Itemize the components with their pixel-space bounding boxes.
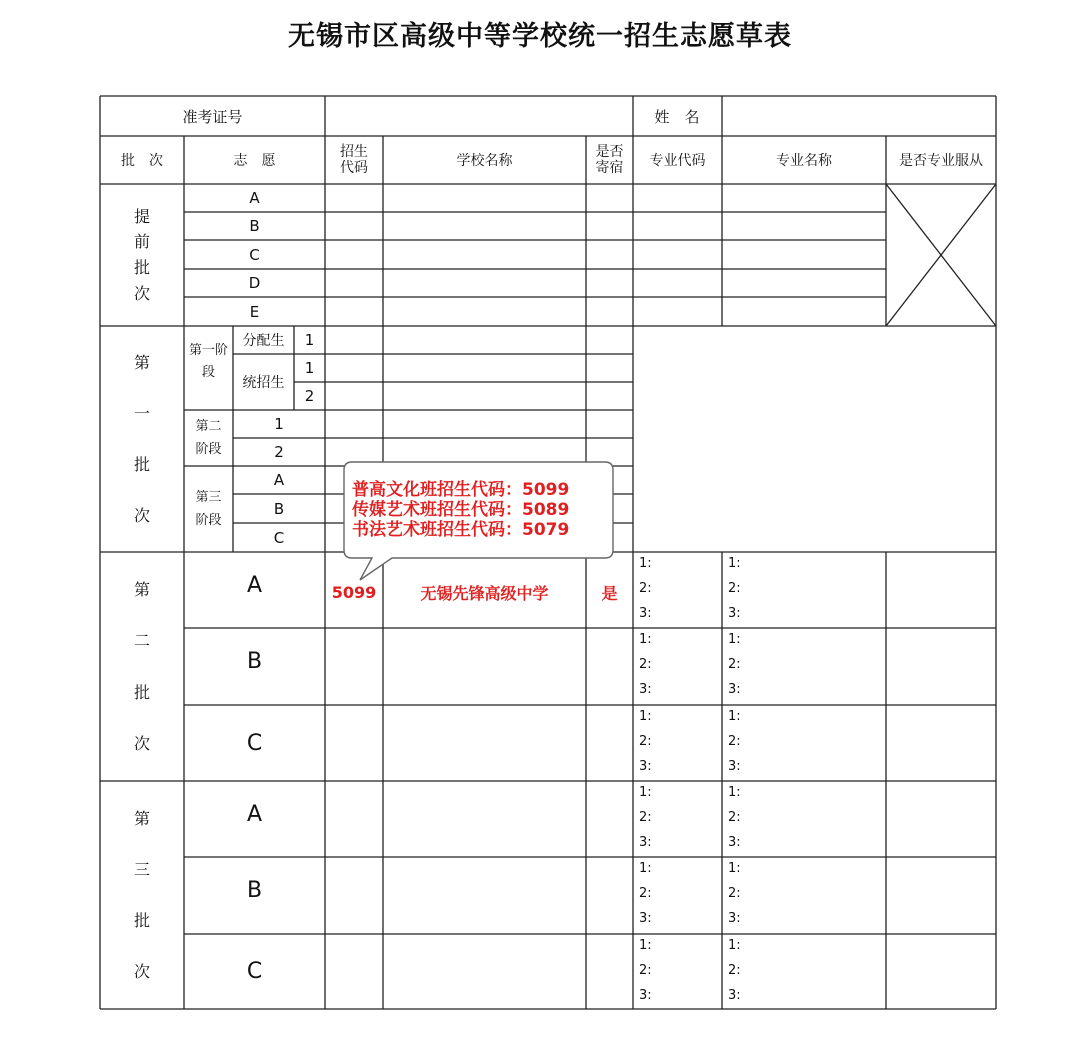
callout-line-3: 书法艺术班招生代码：5079 [352,520,570,540]
early-batch-char: 次 [133,283,150,303]
major-sub-label: 2: [728,963,741,978]
major-sub-label: 2: [639,734,652,749]
major-sub-label: 3: [639,988,652,1003]
name-label: 姓 名 [654,107,700,126]
col-major-obey: 是否专业服从 [899,153,983,169]
second-choice-c: C [246,730,263,756]
stage2-row-1: 1 [274,415,284,433]
major-sub-label: 3: [639,835,652,850]
major-sub-label: 2: [728,657,741,672]
major-sub-label: 1: [639,785,652,800]
col-code-line2: 代码 [340,160,368,176]
second-batch-char: 第 [133,580,150,600]
early-choice-e: E [249,302,260,321]
major-sub-label: 3: [728,606,741,621]
major-sub-label: 2: [639,581,652,596]
major-sub-label: 2: [639,657,652,672]
major-sub-label: 1: [728,938,741,953]
second-choice-b: B [246,648,263,674]
major-sub-label: 3: [728,682,741,697]
allocated-student-label: 分配生 [242,333,285,349]
callout-line-2: 传媒艺术班招生代码：5089 [352,500,570,520]
third-batch-char: 批 [133,911,150,930]
stage2-label-line1: 第二 [195,418,222,434]
early-batch-char: 前 [133,232,150,252]
major-sub-label: 1: [639,709,652,724]
second-batch-char: 次 [133,733,150,753]
major-sub-label: 1: [728,709,741,724]
early-choice-b: B [249,217,260,235]
unified-student-label: 统招生 [242,375,285,391]
major-sub-label: 1: [639,861,652,876]
major-sub-label: 3: [728,988,741,1003]
filled-school-name: 无锡先锋高级中学 [420,583,549,603]
early-batch-char: 批 [133,258,150,277]
third-batch-char: 次 [133,962,150,982]
major-sub-label: 2: [728,734,741,749]
col-code-line1: 招生 [340,143,368,160]
major-sub-label: 3: [728,911,741,926]
major-sub-label: 1: [728,632,741,647]
major-sub-label: 3: [728,759,741,774]
third-choice-b: B [246,877,263,903]
stage3-row-b: B [273,499,285,518]
callout-text [352,480,614,540]
third-choice-a: A [246,801,263,827]
major-sub-label: 3: [728,835,741,850]
major-sub-label: 2: [639,810,652,825]
major-sub-label: 1: [639,632,652,647]
col-major-name: 专业名称 [776,153,832,169]
allocated-num-1: 1 [304,331,315,349]
stage1-label-line1: 第一阶 [188,343,228,358]
major-sub-label: 2: [728,810,741,825]
early-batch-char: 提 [133,206,150,226]
third-choice-c: C [246,959,263,984]
col-major-code: 专业代码 [649,153,706,169]
major-sub-label: 3: [639,911,652,926]
filled-boarding: 是 [601,583,618,603]
exam-id-label: 准考证号 [182,107,243,126]
stage2-label-line2: 阶段 [195,442,222,457]
second-batch-char: 二 [133,631,150,651]
major-sub-label: 3: [639,682,652,697]
stage3-row-c: C [273,528,285,547]
early-choice-c: C [249,245,260,264]
filled-school-code: 5099 [331,582,377,602]
first-batch-char: 批 [133,455,150,474]
major-sub-label: 1: [728,861,741,876]
major-sub-label: 2: [728,886,741,901]
first-batch-char: 一 [133,403,150,423]
second-choice-a: A [246,572,263,598]
stage3-label-line2: 阶段 [195,513,222,528]
col-boarding-line2: 寄宿 [595,160,624,176]
major-sub-label: 2: [639,886,652,901]
early-choice-a: A [249,189,260,207]
stage2-row-2: 2 [274,443,284,461]
major-sub-label: 3: [639,759,652,774]
unified-num-1: 1 [304,359,315,377]
first-batch-char: 第 [133,352,150,372]
form-title: 无锡市区高级中等学校统一招生志愿草表 [288,21,792,52]
col-batch: 批 次 [121,153,163,169]
third-batch-char: 三 [133,859,150,879]
unified-num-2: 2 [304,387,315,405]
col-choice: 志 愿 [233,153,276,169]
major-sub-label: 3: [639,606,652,621]
callout-line-1: 普高文化班招生代码：5099 [352,480,570,500]
col-school-name: 学校名称 [456,153,513,169]
first-batch-char: 次 [133,506,150,526]
major-sub-label: 1: [639,938,652,953]
major-sub-label: 1: [728,556,741,571]
major-sub-label: 1: [639,556,652,571]
early-choice-d: D [248,274,261,292]
major-sub-label: 2: [639,963,652,978]
major-sub-label: 2: [728,581,741,596]
major-sub-label: 1: [728,785,741,800]
stage1-label-line2: 段 [201,365,215,381]
stage3-label-line1: 第三 [195,489,222,505]
stage3-row-a: A [273,471,285,489]
col-boarding-line1: 是否 [595,143,624,160]
second-batch-char: 批 [133,682,150,702]
third-batch-char: 第 [133,808,150,828]
